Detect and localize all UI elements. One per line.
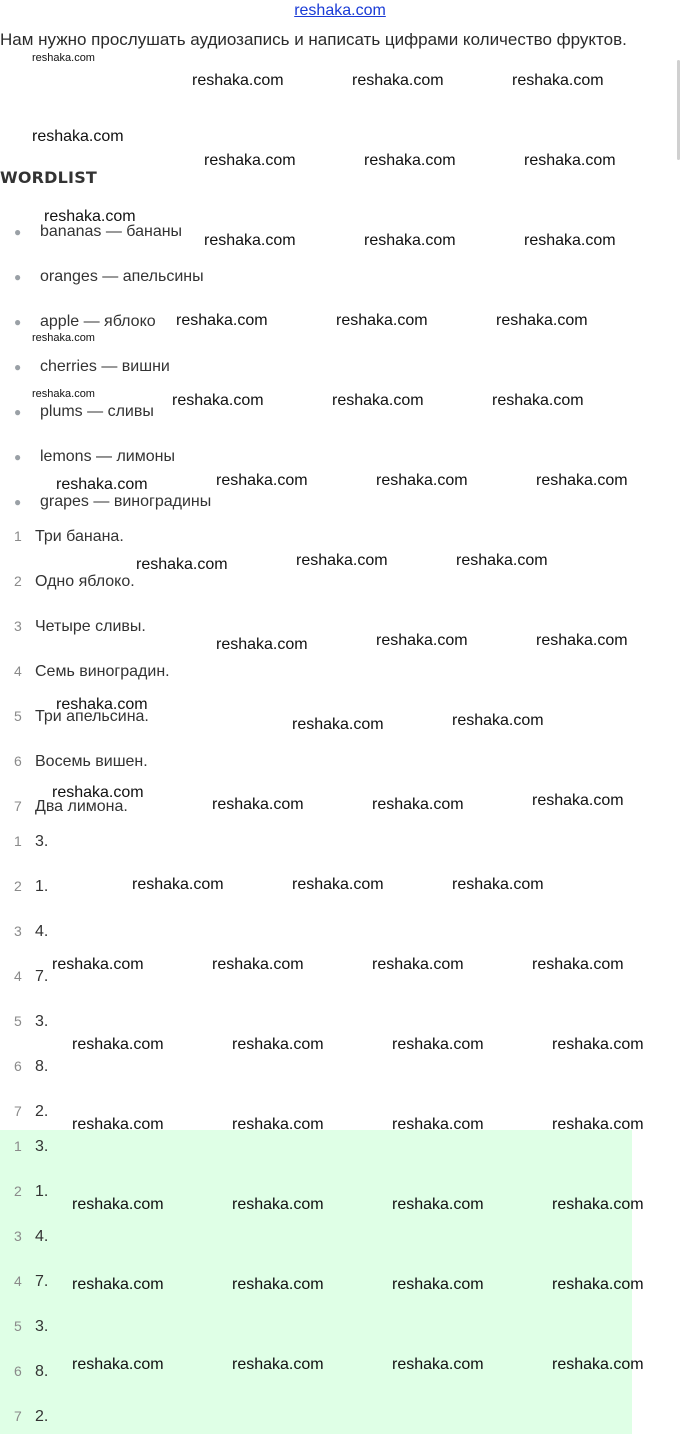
phrase-text: Одно яблоко.	[35, 573, 135, 590]
answer-text: 1.	[35, 1183, 49, 1200]
watermark: reshaka.com	[452, 712, 544, 729]
number-text: 4.	[35, 923, 49, 940]
phrase-row	[14, 618, 146, 636]
answer-text: 3.	[35, 1138, 49, 1155]
watermark: reshaka.com	[492, 392, 584, 409]
watermark: reshaka.com	[456, 552, 548, 569]
phrase-text: Семь виноградин.	[35, 663, 170, 680]
line-number: 6	[14, 753, 22, 769]
answer-row	[14, 1318, 48, 1336]
watermark: reshaka.com	[72, 1116, 164, 1133]
watermark: reshaka.com	[532, 956, 624, 973]
number-row	[14, 833, 48, 851]
watermark: reshaka.com	[552, 1196, 644, 1213]
watermark: reshaka.com	[52, 784, 144, 801]
watermark: reshaka.com	[72, 1356, 164, 1373]
watermark: reshaka.com	[292, 876, 384, 893]
answer-row	[14, 1183, 48, 1201]
line-number: 7	[14, 798, 22, 814]
watermark: reshaka.com	[232, 1196, 324, 1213]
number-text: 2.	[35, 1103, 49, 1120]
number-row	[14, 1058, 48, 1076]
line-number: 2	[14, 878, 22, 894]
number-text: 3.	[35, 1013, 49, 1030]
answer-text: 7.	[35, 1273, 49, 1290]
watermark: reshaka.com	[524, 232, 616, 249]
line-number: 2	[14, 573, 22, 589]
watermark: reshaka.com	[392, 1036, 484, 1053]
watermark: reshaka.com	[352, 72, 444, 89]
watermark: reshaka.com	[216, 472, 308, 489]
watermark: reshaka.com	[136, 556, 228, 573]
watermark: reshaka.com	[232, 1276, 324, 1293]
number-row	[14, 1013, 48, 1031]
watermark: reshaka.com	[376, 472, 468, 489]
watermark: reshaka.com	[376, 632, 468, 649]
wordlist-item-text: cherries — вишни	[40, 358, 170, 375]
bullet-icon: ●	[14, 405, 22, 419]
wordlist-item	[14, 403, 154, 421]
watermark: reshaka.com	[72, 1196, 164, 1213]
wordlist-item-text: lemons — лимоны	[40, 448, 175, 465]
bullet-icon: ●	[14, 495, 22, 509]
watermark: reshaka.com	[536, 632, 628, 649]
wordlist-item	[14, 493, 211, 511]
watermark: reshaka.com	[364, 152, 456, 169]
wordlist-item-text: bananas — бананы	[40, 223, 183, 240]
watermark: reshaka.com	[204, 152, 296, 169]
bullet-icon: ●	[14, 225, 22, 239]
line-number: 1	[14, 1138, 22, 1154]
bullet-icon: ●	[14, 360, 22, 374]
watermark: reshaka.com	[336, 312, 428, 329]
watermark: reshaka.com	[536, 472, 628, 489]
phrase-text: Четыре сливы.	[35, 618, 146, 635]
watermark: reshaka.com	[372, 956, 464, 973]
watermark: reshaka.com	[392, 1116, 484, 1133]
line-number: 2	[14, 1183, 22, 1199]
line-number: 7	[14, 1103, 22, 1119]
watermark: reshaka.com	[392, 1196, 484, 1213]
watermark: reshaka.com	[296, 552, 388, 569]
phrase-row	[14, 753, 148, 771]
line-number: 4	[14, 968, 22, 984]
line-number: 5	[14, 1013, 22, 1029]
line-number: 3	[14, 1228, 22, 1244]
line-number: 5	[14, 1318, 22, 1334]
site-link[interactable]: reshaka.com	[294, 2, 386, 19]
phrase-row	[14, 528, 124, 546]
number-row	[14, 923, 48, 941]
phrase-text: Три банана.	[35, 528, 124, 545]
watermark: reshaka.com	[56, 476, 148, 493]
phrase-text: Восемь вишен.	[35, 753, 148, 770]
watermark: reshaka.com	[392, 1356, 484, 1373]
wordlist-item	[14, 448, 175, 466]
line-number: 1	[14, 833, 22, 849]
answer-row	[14, 1408, 48, 1426]
number-text: 1.	[35, 878, 49, 895]
watermark: reshaka.com	[212, 796, 304, 813]
bullet-icon: ●	[14, 270, 22, 284]
phrase-row	[14, 663, 170, 681]
number-text: 3.	[35, 833, 49, 850]
watermark: reshaka.com	[32, 128, 124, 145]
watermark: reshaka.com	[32, 52, 95, 64]
watermark: reshaka.com	[232, 1036, 324, 1053]
number-text: 8.	[35, 1058, 49, 1075]
watermark: reshaka.com	[332, 392, 424, 409]
number-row	[14, 968, 48, 986]
watermark: reshaka.com	[452, 876, 544, 893]
scrollbar[interactable]	[672, 0, 680, 1434]
line-number: 6	[14, 1058, 22, 1074]
watermark: reshaka.com	[176, 312, 268, 329]
line-number: 3	[14, 618, 22, 634]
line-number: 5	[14, 708, 22, 724]
watermark: reshaka.com	[52, 956, 144, 973]
task-instruction: Нам нужно прослушать аудиозапись и написать цифрами количество фруктов.	[0, 30, 627, 49]
watermark: reshaka.com	[216, 636, 308, 653]
wordlist-title: WORDLIST	[0, 168, 98, 187]
answer-text: 3.	[35, 1318, 49, 1335]
watermark: reshaka.com	[132, 876, 224, 893]
watermark: reshaka.com	[72, 1036, 164, 1053]
watermark: reshaka.com	[232, 1356, 324, 1373]
line-number: 6	[14, 1363, 22, 1379]
line-number: 4	[14, 663, 22, 679]
number-row	[14, 1103, 48, 1121]
watermark: reshaka.com	[172, 392, 264, 409]
watermark: reshaka.com	[532, 792, 624, 809]
watermark: reshaka.com	[212, 956, 304, 973]
watermark: reshaka.com	[496, 312, 588, 329]
bullet-icon: ●	[14, 315, 22, 329]
watermark: reshaka.com	[192, 72, 284, 89]
watermark: reshaka.com	[392, 1276, 484, 1293]
watermark: reshaka.com	[552, 1276, 644, 1293]
wordlist-item-text: plums — сливы	[40, 403, 154, 420]
watermark: reshaka.com	[72, 1276, 164, 1293]
answer-row	[14, 1273, 48, 1291]
watermark: reshaka.com	[44, 208, 136, 225]
phrase-row	[14, 573, 135, 591]
line-number: 1	[14, 528, 22, 544]
watermark: reshaka.com	[292, 716, 384, 733]
watermark: reshaka.com	[552, 1036, 644, 1053]
watermark: reshaka.com	[512, 72, 604, 89]
line-number: 3	[14, 923, 22, 939]
watermark: reshaka.com	[552, 1356, 644, 1373]
watermark: reshaka.com	[204, 232, 296, 249]
wordlist-item	[14, 268, 204, 286]
answer-row	[14, 1363, 48, 1381]
watermark: reshaka.com	[524, 152, 616, 169]
phrase-text: Два лимона.	[35, 798, 128, 815]
watermark: reshaka.com	[552, 1116, 644, 1133]
number-text: 7.	[35, 968, 49, 985]
watermark: reshaka.com	[364, 232, 456, 249]
wordlist-item	[14, 358, 170, 376]
bullet-icon: ●	[14, 450, 22, 464]
line-number: 4	[14, 1273, 22, 1289]
watermark: reshaka.com	[232, 1116, 324, 1133]
answer-text: 2.	[35, 1408, 49, 1425]
watermark: reshaka.com	[56, 696, 148, 713]
wordlist-item-text: grapes — виноградины	[40, 493, 212, 510]
wordlist-item-text: apple — яблоко	[40, 313, 156, 330]
wordlist-item-text: oranges — апельсины	[40, 268, 204, 285]
number-row	[14, 878, 48, 896]
phrase-text: Три апельсина.	[35, 708, 149, 725]
line-number: 7	[14, 1408, 22, 1424]
watermark: reshaka.com	[32, 332, 95, 344]
watermark: reshaka.com	[32, 388, 95, 400]
wordlist-item	[14, 313, 156, 331]
watermark: reshaka.com	[372, 796, 464, 813]
answer-text: 8.	[35, 1363, 49, 1380]
answer-row	[14, 1138, 48, 1156]
answer-row	[14, 1228, 48, 1246]
answer-text: 4.	[35, 1228, 49, 1245]
